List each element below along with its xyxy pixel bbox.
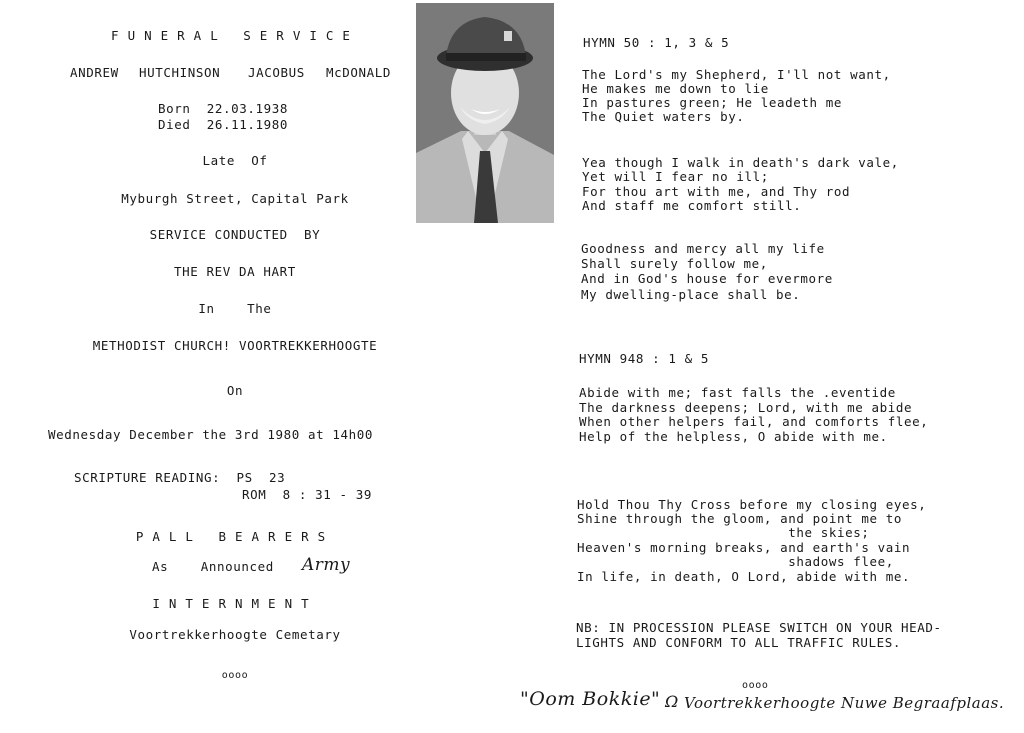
portrait-illustration: [416, 3, 554, 223]
name-third: JACOBUS: [248, 65, 305, 80]
hymn-948-line: Abide with me; fast falls the .eventide: [579, 385, 896, 400]
end-mark-left: oooo: [221, 670, 249, 681]
end-mark-right: oooo: [742, 680, 769, 691]
procession-notice: NB: IN PROCESSION PLEASE SWITCH ON YOUR HEAD-: [576, 620, 942, 635]
hymn-948-line: Shine through the gloom, and point me to: [577, 511, 903, 526]
hymn-50-line: For thou art with me, and Thy rod: [582, 184, 851, 199]
born-date: Born 22.03.1938: [158, 101, 289, 116]
scripture-reading: SCRIPTURE READING: PS 23: [74, 470, 286, 485]
hymn-50-line: Yea though I walk in death's dark vale,: [582, 155, 899, 170]
minister-name: THE REV DA HART: [174, 264, 296, 279]
name-first: ANDREW: [70, 65, 119, 80]
hymn-50-line: In pastures green; He leadeth me: [582, 95, 843, 110]
hymn-50-line: He makes me down to lie: [582, 81, 769, 96]
hymn-948-line: Help of the helpless, O abide with me.: [579, 429, 888, 444]
hymn-948-title: HYMN 948 : 1 & 5: [579, 351, 710, 366]
died-date: Died 26.11.1980: [158, 117, 289, 132]
on-label: On: [226, 383, 244, 398]
hymn-948-line: In life, in death, O Lord, abide with me.: [577, 569, 911, 584]
service-title: FUNERAL SERVICE: [111, 28, 359, 43]
portrait-photo: [416, 3, 554, 223]
internment-title: INTERNMENT: [152, 596, 318, 611]
name-surname: McDONALD: [326, 65, 392, 80]
hymn-948-line: Heaven's morning breaks, and earth's vain: [577, 540, 911, 555]
hymn-948-line: The darkness deepens; Lord, with me abide: [579, 400, 913, 415]
pall-bearers-handwritten-note: Army: [302, 555, 351, 575]
hymn-50-line: My dwelling-place shall be.: [581, 287, 801, 302]
in-the-label: In The: [198, 301, 272, 316]
hymn-50-title: HYMN 50 : 1, 3 & 5: [583, 35, 730, 50]
service-date: Wednesday December the 3rd 1980 at 14h00: [48, 427, 374, 442]
procession-notice: LIGHTS AND CONFORM TO ALL TRAFFIC RULES.: [576, 635, 902, 650]
handwritten-nickname: "Oom Bokkie": [520, 688, 661, 710]
scripture-rom: ROM 8 : 31 - 39: [242, 487, 373, 502]
hymn-50-line: Goodness and mercy all my life: [581, 241, 825, 256]
hymn-948-line: When other helpers fail, and comforts flee,: [579, 414, 929, 429]
handwritten-burial-location: Voortrekkerhoogte Nuwe Begraafplaas.: [684, 694, 1005, 712]
cemetery-name: Voortrekkerhoogte Cemetary: [129, 627, 341, 642]
conducted-by-label: SERVICE CONDUCTED BY: [149, 227, 321, 242]
hymn-948-line: Hold Thou Thy Cross before my closing eyes,: [577, 497, 927, 512]
hymn-50-line: And in God's house for evermore: [581, 271, 833, 286]
hymn-50-line: The Quiet waters by.: [582, 109, 745, 124]
hymn-948-line: the skies;: [577, 525, 870, 540]
hymn-50-line: Yet will I fear no ill;: [582, 169, 769, 184]
hymn-948-line: shadows flee,: [577, 554, 894, 569]
church-name: METHODIST CHURCH! VOORTREKKERHOOGTE: [92, 338, 378, 353]
hymn-50-line: The Lord's my Shepherd, I'll not want,: [582, 67, 891, 82]
hymn-50-line: And staff me comfort still.: [582, 198, 802, 213]
hymn-50-line: Shall surely follow me,: [581, 256, 768, 271]
address: Myburgh Street, Capital Park: [121, 191, 349, 206]
pall-bearers-title: PALL BEARERS: [135, 529, 335, 544]
pall-bearers-text: As Announced: [152, 559, 274, 574]
name-second: HUTCHINSON: [139, 65, 221, 80]
omega-icon: Ω: [665, 692, 679, 711]
late-of-label: Late Of: [202, 153, 268, 168]
